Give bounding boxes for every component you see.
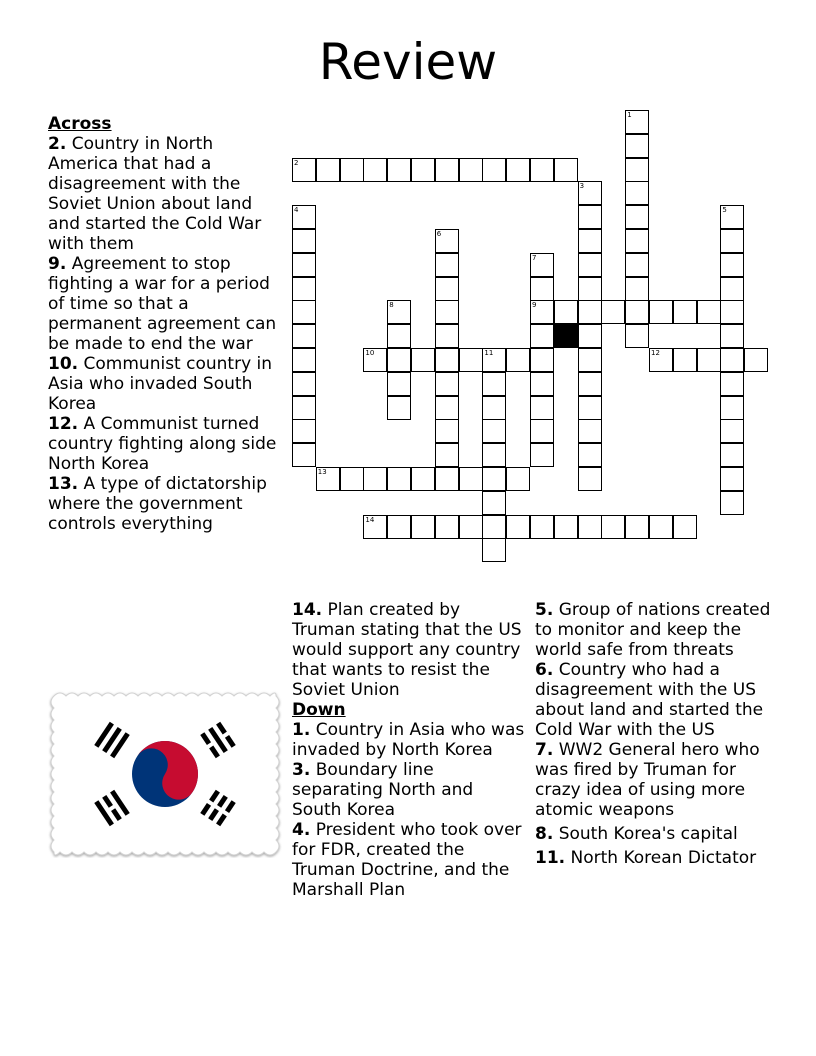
clue-number-label: 9: [532, 301, 537, 310]
crossword-cell[interactable]: [506, 515, 530, 539]
crossword-cell[interactable]: [387, 372, 411, 396]
crossword-black-cell: [554, 324, 578, 348]
crossword-cell[interactable]: [459, 158, 483, 182]
crossword-cell[interactable]: [435, 372, 459, 396]
crossword-cell[interactable]: [554, 158, 578, 182]
crossword-cell[interactable]: [459, 467, 483, 491]
crossword-cell[interactable]: [506, 348, 530, 372]
across-header: Across: [48, 114, 112, 134]
crossword-cell[interactable]: [625, 205, 649, 229]
crossword-cell[interactable]: [435, 348, 459, 372]
crossword-cell[interactable]: [720, 443, 744, 467]
crossword-cell[interactable]: [554, 515, 578, 539]
crossword-cell[interactable]: [578, 205, 602, 229]
crossword-cell[interactable]: [625, 229, 649, 253]
crossword-cell[interactable]: [625, 300, 649, 324]
crossword-cell[interactable]: [459, 348, 483, 372]
crossword-cell[interactable]: [482, 443, 506, 467]
crossword-cell[interactable]: [578, 253, 602, 277]
crossword-cell[interactable]: [720, 372, 744, 396]
crossword-cell[interactable]: [482, 396, 506, 420]
crossword-cell[interactable]: [387, 158, 411, 182]
crossword-cell[interactable]: [625, 515, 649, 539]
crossword-cell[interactable]: [435, 277, 459, 301]
crossword-cell[interactable]: [625, 253, 649, 277]
crossword-cell[interactable]: [482, 158, 506, 182]
crossword-cell[interactable]: [482, 372, 506, 396]
crossword-cell[interactable]: [435, 253, 459, 277]
clue-down-3: 3. Boundary line separating North and South Korea: [292, 760, 474, 820]
crossword-cell[interactable]: [530, 158, 554, 182]
clue-number-label: 8: [389, 301, 394, 310]
crossword-cell[interactable]: [435, 467, 459, 491]
crossword-cell[interactable]: [387, 467, 411, 491]
crossword-cell[interactable]: [411, 515, 435, 539]
crossword-cell[interactable]: [292, 300, 316, 324]
crossword-cell[interactable]: [530, 324, 554, 348]
clue-number-label: 2: [294, 158, 299, 167]
crossword-cell[interactable]: [625, 324, 649, 348]
crossword-cell[interactable]: [578, 348, 602, 372]
crossword-cell[interactable]: [292, 443, 316, 467]
crossword-cell[interactable]: [578, 419, 602, 443]
crossword-cell[interactable]: [554, 300, 578, 324]
crossword-cell[interactable]: [482, 538, 506, 562]
crossword-cell[interactable]: [578, 324, 602, 348]
crossword-cell[interactable]: [720, 467, 744, 491]
crossword-cell[interactable]: [340, 158, 364, 182]
crossword-cell[interactable]: [578, 396, 602, 420]
crossword-cell[interactable]: [435, 515, 459, 539]
crossword-cell[interactable]: [292, 419, 316, 443]
crossword-cell[interactable]: [387, 324, 411, 348]
clue-across-14: 14. Plan created by Truman stating that the US would support any country that wants to resist the Soviet Union: [292, 600, 522, 700]
crossword-cell[interactable]: [720, 277, 744, 301]
crossword-cell[interactable]: [530, 277, 554, 301]
crossword-cell[interactable]: [459, 515, 483, 539]
crossword-cell[interactable]: [482, 491, 506, 515]
crossword-cell[interactable]: [720, 229, 744, 253]
crossword-cell[interactable]: [578, 443, 602, 467]
crossword-cell[interactable]: [506, 467, 530, 491]
middle-clues: [292, 600, 528, 900]
crossword-cell[interactable]: [625, 277, 649, 301]
crossword-cell[interactable]: [625, 134, 649, 158]
crossword-cell[interactable]: [720, 324, 744, 348]
clue-number-label: 11: [484, 349, 494, 357]
crossword-cell[interactable]: [530, 515, 554, 539]
crossword-cell[interactable]: [673, 300, 697, 324]
crossword-cell[interactable]: [292, 348, 316, 372]
clue-down-6: 6. Country who had a disagreement with the US about land and started the Cold War with the US: [535, 660, 764, 740]
clue-number-label: 6: [436, 230, 442, 238]
crossword-cell[interactable]: [530, 396, 554, 420]
clue-number-label: 10: [365, 349, 375, 357]
crossword-cell[interactable]: [363, 158, 387, 182]
crossword-cell[interactable]: [649, 515, 673, 539]
crossword-cell[interactable]: [411, 348, 435, 372]
crossword-cell[interactable]: [435, 396, 459, 420]
south-korea-flag-stamp-icon: [48, 690, 282, 858]
crossword-cell[interactable]: [720, 396, 744, 420]
crossword-cell[interactable]: [292, 324, 316, 348]
crossword-cell[interactable]: [625, 181, 649, 205]
crossword-cell[interactable]: [387, 348, 411, 372]
clue-number-label: 1: [627, 111, 632, 119]
clue-down-5: 5. Group of nations created to monitor and keep the world safe from threats: [535, 600, 771, 660]
crossword-cell[interactable]: [411, 158, 435, 182]
crossword-cell[interactable]: [697, 300, 721, 324]
crossword-cell[interactable]: [506, 158, 530, 182]
crossword-cell[interactable]: [316, 158, 340, 182]
crossword-cell[interactable]: [530, 372, 554, 396]
clue-number-label: 5: [722, 206, 727, 215]
crossword-cell[interactable]: [673, 515, 697, 539]
clue-down-4: 4. President who took over for FDR, created the Truman Doctrine, and the Marshall Plan: [292, 820, 522, 900]
crossword-cell[interactable]: [435, 300, 459, 324]
crossword-cell[interactable]: [387, 396, 411, 420]
crossword-cell[interactable]: [578, 229, 602, 253]
clue-number-label: 3: [579, 182, 585, 191]
crossword-cell[interactable]: [578, 467, 602, 491]
crossword-cell[interactable]: [292, 253, 316, 277]
clue-number-label: 13: [317, 468, 327, 476]
clue-number-label: 14: [365, 515, 375, 524]
crossword-cell[interactable]: [482, 515, 506, 539]
crossword-cell[interactable]: [720, 253, 744, 277]
crossword-cell[interactable]: [720, 491, 744, 515]
clue-down-8: 8. South Korea's capital: [535, 824, 738, 844]
crossword-cell[interactable]: [697, 348, 721, 372]
crossword-cell[interactable]: [625, 158, 649, 182]
clue-across-10: 10. Communist country in Asia who invaded South Korea: [48, 354, 273, 414]
down-header: Down: [292, 700, 346, 720]
crossword-cell[interactable]: [578, 277, 602, 301]
crossword-cell[interactable]: [435, 419, 459, 443]
crossword-cell[interactable]: [292, 229, 316, 253]
clue-number-label: 7: [532, 253, 537, 262]
crossword-cell[interactable]: [601, 300, 625, 324]
clue-across-13: 13. A type of dictatorship where the government controls everything: [48, 474, 267, 534]
crossword-cell[interactable]: [578, 300, 602, 324]
crossword-cell[interactable]: [530, 443, 554, 467]
clue-down-1: 1. Country in Asia who was invaded by North Korea: [292, 720, 525, 760]
crossword-cell[interactable]: [292, 277, 316, 301]
crossword-cell[interactable]: [435, 158, 459, 182]
clue-across-2: 2. Country in North America that had a disagreement with the Soviet Union about land and started the Cold War with them: [48, 134, 262, 254]
crossword-cell[interactable]: [744, 348, 768, 372]
page-title: Review: [318, 33, 498, 91]
clue-number-label: 4: [294, 206, 299, 215]
crossword-cell[interactable]: [387, 515, 411, 539]
clue-down-11: 11. North Korean Dictator: [535, 848, 757, 868]
crossword-cell[interactable]: [482, 419, 506, 443]
crossword-cell[interactable]: [292, 372, 316, 396]
crossword-cell[interactable]: [363, 467, 387, 491]
crossword-cell[interactable]: [340, 467, 364, 491]
crossword-cell[interactable]: [482, 467, 506, 491]
crossword-cell[interactable]: [292, 396, 316, 420]
clue-down-7: 7. WW2 General hero who was fired by Truman for crazy idea of using more atomic weapons: [535, 740, 760, 820]
crossword-cell[interactable]: [530, 348, 554, 372]
crossword-cell[interactable]: [435, 443, 459, 467]
crossword-cell[interactable]: [720, 419, 744, 443]
crossword-cell[interactable]: [578, 372, 602, 396]
crossword-cell[interactable]: [601, 515, 625, 539]
right-clues: [535, 600, 775, 868]
crossword-cell[interactable]: [411, 467, 435, 491]
clue-across-9: 9. Agreement to stop fighting a war for a period of time so that a permanent agreement can be made to end the war: [48, 254, 277, 354]
clue-across-12: 12. A Communist turned country fighting along side North Korea: [48, 414, 277, 474]
clue-number-label: 12: [651, 349, 660, 357]
crossword-cell[interactable]: [530, 419, 554, 443]
crossword-cell[interactable]: [435, 324, 459, 348]
crossword-cell[interactable]: [720, 348, 744, 372]
crossword-cell[interactable]: [649, 300, 673, 324]
crossword-cell[interactable]: [720, 300, 744, 324]
crossword-cell[interactable]: [578, 515, 602, 539]
crossword-cell[interactable]: [673, 348, 697, 372]
